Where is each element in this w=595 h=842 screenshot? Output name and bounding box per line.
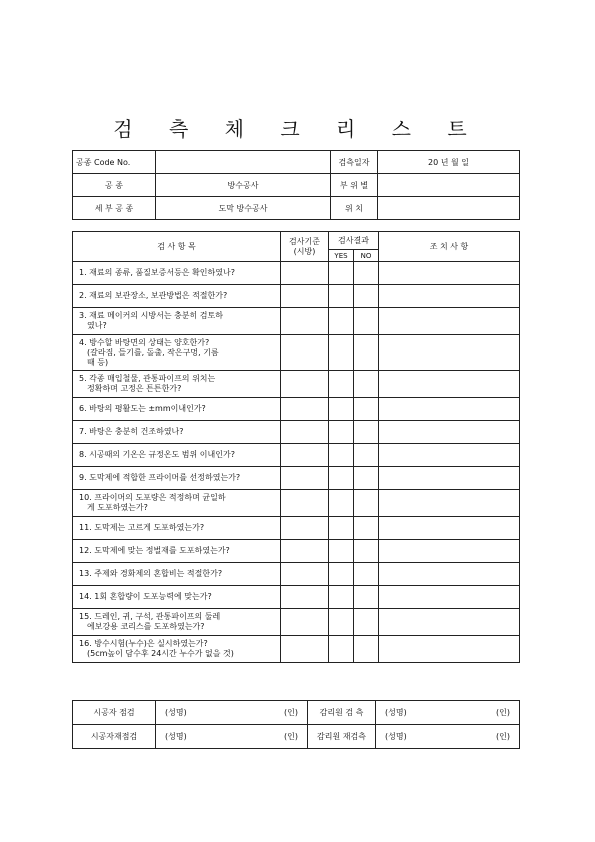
- contractor-check-sign[interactable]: [156, 701, 308, 725]
- check-item-text: 7. 바탕은 충분히 건조하였나?: [79, 427, 184, 436]
- name-text: (성명): [385, 708, 407, 717]
- yes-cell[interactable]: [329, 517, 354, 540]
- check-item-text: 2. 재료의 보관장소, 보관방법은 적절한가?: [79, 291, 228, 300]
- col-basis-label: 검사기준: [289, 236, 320, 246]
- action-cell[interactable]: [379, 636, 520, 663]
- basis-cell[interactable]: [281, 262, 329, 285]
- location-label: 위 치: [331, 197, 378, 220]
- basis-cell[interactable]: [281, 490, 329, 517]
- work-label: 공 종: [73, 174, 156, 197]
- table-row: [73, 308, 520, 335]
- seal-text: (인): [284, 732, 298, 741]
- signature-table: [72, 700, 520, 749]
- no-cell[interactable]: [354, 444, 379, 467]
- check-item: [73, 421, 281, 444]
- contractor-check-label: 시공자 점검: [73, 701, 156, 725]
- basis-cell[interactable]: [281, 335, 329, 371]
- yes-cell[interactable]: [329, 609, 354, 636]
- supervisor-recheck-sign[interactable]: [376, 725, 520, 749]
- work-value[interactable]: 방수공사: [156, 174, 331, 197]
- no-cell[interactable]: [354, 540, 379, 563]
- supervisor-check-label: 감리원 검 측: [308, 701, 376, 725]
- table-row: [73, 398, 520, 421]
- basis-cell[interactable]: [281, 398, 329, 421]
- action-cell[interactable]: [379, 262, 520, 285]
- basis-cell[interactable]: [281, 285, 329, 308]
- basis-cell[interactable]: [281, 371, 329, 398]
- table-row: [73, 371, 520, 398]
- check-item-text: 였나?: [87, 321, 107, 330]
- action-cell[interactable]: [379, 335, 520, 371]
- part-label: 부 위 별: [331, 174, 378, 197]
- action-cell[interactable]: [379, 609, 520, 636]
- no-cell[interactable]: [354, 285, 379, 308]
- no-cell[interactable]: [354, 467, 379, 490]
- table-row: [73, 586, 520, 609]
- action-cell[interactable]: [379, 308, 520, 335]
- basis-cell[interactable]: [281, 540, 329, 563]
- check-item: [73, 398, 281, 421]
- no-cell[interactable]: [354, 636, 379, 663]
- check-item-text: 13. 주제와 경화제의 혼합비는 적절한가?: [79, 569, 223, 578]
- name-text: (성명): [385, 732, 407, 741]
- check-item: [73, 517, 281, 540]
- no-cell[interactable]: [354, 335, 379, 371]
- table-row: [73, 490, 520, 517]
- supervisor-recheck-label: 감리원 재검측: [308, 725, 376, 749]
- table-row: [73, 444, 520, 467]
- action-cell[interactable]: [379, 421, 520, 444]
- check-item-text: 게 도포하였는가?: [87, 503, 148, 512]
- action-cell[interactable]: [379, 285, 520, 308]
- action-cell[interactable]: [379, 517, 520, 540]
- check-item-text: 4. 방수할 바탕면의 상태는 양호한가?: [79, 337, 210, 347]
- contractor-recheck-sign[interactable]: [156, 725, 308, 749]
- yes-cell[interactable]: [329, 636, 354, 663]
- seal-text: (인): [284, 708, 298, 717]
- action-cell[interactable]: [379, 540, 520, 563]
- action-cell[interactable]: [379, 490, 520, 517]
- no-cell[interactable]: [354, 398, 379, 421]
- yes-cell[interactable]: [329, 398, 354, 421]
- yes-cell[interactable]: [329, 540, 354, 563]
- basis-cell[interactable]: [281, 609, 329, 636]
- table-row: [73, 467, 520, 490]
- basis-cell[interactable]: [281, 444, 329, 467]
- check-item: [73, 335, 281, 371]
- basis-cell[interactable]: [281, 517, 329, 540]
- no-cell[interactable]: [354, 609, 379, 636]
- basis-cell[interactable]: [281, 586, 329, 609]
- col-action-header: 조 치 사 항: [379, 232, 520, 262]
- check-item-text: 12. 도막제에 맞는 정벌재를 도포하였는가?: [79, 546, 230, 555]
- supervisor-check-sign[interactable]: [376, 701, 520, 725]
- yes-cell[interactable]: [329, 371, 354, 398]
- check-item: [73, 609, 281, 636]
- no-cell[interactable]: [354, 517, 379, 540]
- no-cell[interactable]: [354, 421, 379, 444]
- checklist-table: [72, 231, 520, 663]
- no-cell[interactable]: [354, 563, 379, 586]
- action-cell[interactable]: [379, 467, 520, 490]
- check-item-text: 1. 재료의 종류, 품질보증서등은 확인하였나?: [79, 268, 235, 277]
- check-item-text: 15. 드레인, 귀, 구석, 관통파이프의 둘레: [79, 612, 221, 621]
- check-item-text: 14. 1회 혼합량이 도포능력에 맞는가?: [79, 592, 212, 601]
- check-item-text: 3. 재료 메이커의 시방서는 충분히 검토하: [79, 311, 223, 320]
- action-cell[interactable]: [379, 444, 520, 467]
- yes-cell[interactable]: [329, 586, 354, 609]
- check-item: [73, 371, 281, 398]
- location-value[interactable]: [378, 197, 520, 220]
- check-item-text: 16. 방수시험(누수)은 실시하였는가?: [79, 639, 208, 648]
- check-item: [73, 467, 281, 490]
- code-label: 공종 Code No.: [73, 151, 156, 174]
- action-cell[interactable]: [379, 563, 520, 586]
- seal-text: (인): [496, 708, 510, 717]
- yes-cell[interactable]: [329, 335, 354, 371]
- yes-cell[interactable]: [329, 285, 354, 308]
- basis-cell[interactable]: [281, 636, 329, 663]
- table-row: [73, 421, 520, 444]
- basis-cell[interactable]: [281, 563, 329, 586]
- table-row: [73, 609, 520, 636]
- table-row: [73, 540, 520, 563]
- check-item-text: 에보강용 코리스를 도포하였는가?: [87, 622, 205, 631]
- check-item: [73, 636, 281, 663]
- check-item-text: 5. 각종 매입철물, 관통파이프의 위치는: [79, 374, 216, 383]
- action-cell[interactable]: [379, 398, 520, 421]
- table-row: [73, 563, 520, 586]
- table-row: [73, 335, 520, 371]
- action-cell[interactable]: [379, 586, 520, 609]
- detail-value[interactable]: 도막 방수공사: [156, 197, 331, 220]
- no-cell[interactable]: [354, 586, 379, 609]
- col-basis-sub: (시방): [293, 246, 316, 256]
- date-value[interactable]: 20 년 월 일: [378, 151, 520, 174]
- col-item-header: 검 사 항 목: [73, 232, 281, 262]
- basis-cell[interactable]: [281, 467, 329, 490]
- col-yes-header: YES: [329, 250, 354, 262]
- yes-cell[interactable]: [329, 421, 354, 444]
- table-row: [73, 517, 520, 540]
- check-item: [73, 444, 281, 467]
- check-item-text: 9. 도막제에 적합한 프라이머를 선정하였는가?: [79, 473, 241, 482]
- check-item: [73, 563, 281, 586]
- check-item-text: (갈라짐, 들기를, 돌출, 작은구멍, 기름: [87, 347, 219, 357]
- check-item: [73, 586, 281, 609]
- check-item-text: 10. 프라이머의 도포량은 적정하며 균일하: [79, 493, 226, 502]
- table-row: [73, 636, 520, 663]
- code-value[interactable]: [156, 151, 331, 174]
- yes-cell[interactable]: [329, 308, 354, 335]
- action-cell[interactable]: [379, 371, 520, 398]
- name-text: (성명): [165, 708, 187, 717]
- check-item: [73, 262, 281, 285]
- check-item: [73, 540, 281, 563]
- table-row: [73, 285, 520, 308]
- no-cell[interactable]: [354, 308, 379, 335]
- table-row: [73, 262, 520, 285]
- detail-label: 세 부 공 종: [73, 197, 156, 220]
- date-label: 검측일자: [331, 151, 378, 174]
- check-item-text: 때 등): [87, 357, 109, 367]
- yes-cell[interactable]: [329, 563, 354, 586]
- no-cell[interactable]: [354, 371, 379, 398]
- check-item-text: 11. 도막제는 고르게 도포하였는가?: [79, 523, 205, 532]
- seal-text: (인): [496, 732, 510, 741]
- check-item-text: (5cm높이 담수후 24시간 누수가 없을 것): [87, 649, 234, 658]
- header-table: [72, 150, 520, 220]
- part-value[interactable]: [378, 174, 520, 197]
- check-item: [73, 308, 281, 335]
- col-basis-header: [281, 232, 329, 262]
- check-item: [73, 490, 281, 517]
- basis-cell[interactable]: [281, 421, 329, 444]
- page-title: 검 측 체 크 리 스 트: [113, 117, 482, 141]
- contractor-recheck-label: 시공자재점검: [73, 725, 156, 749]
- yes-cell[interactable]: [329, 490, 354, 517]
- check-item-text: 6. 바탕의 평활도는 ±mm이내인가?: [79, 404, 206, 413]
- col-no-header: NO: [354, 250, 379, 262]
- no-cell[interactable]: [354, 262, 379, 285]
- name-text: (성명): [165, 732, 187, 741]
- basis-cell[interactable]: [281, 308, 329, 335]
- check-item-text: 8. 시공때의 기온은 규정온도 범위 이내인가?: [79, 450, 235, 459]
- check-item-text: 정확하며 고정은 튼튼한가?: [87, 384, 182, 393]
- col-result-header: 검사결과: [329, 232, 379, 250]
- no-cell[interactable]: [354, 490, 379, 517]
- yes-cell[interactable]: [329, 262, 354, 285]
- check-item: [73, 285, 281, 308]
- yes-cell[interactable]: [329, 444, 354, 467]
- yes-cell[interactable]: [329, 467, 354, 490]
